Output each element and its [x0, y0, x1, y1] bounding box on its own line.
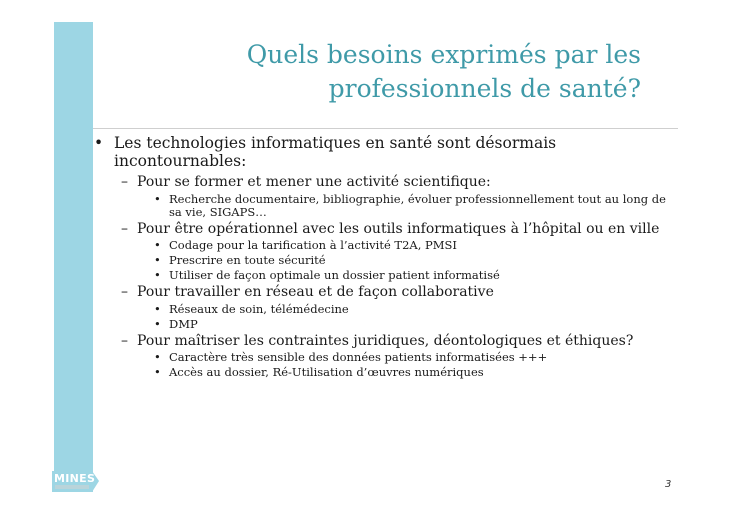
logo-text: MINES [54, 472, 96, 485]
bullet-level-3 [94, 303, 674, 316]
bullet-level-3 [94, 318, 674, 331]
sidebar-accent-bar [54, 22, 96, 492]
slide-title-line-1: Quels besoins exprimés par les [246, 40, 641, 69]
bullet-text: Réseaux de soin, télémédecine [169, 301, 349, 316]
title-divider [93, 128, 678, 129]
bullet-text: Codage pour la tarification à l’activité T2A, PMSI [169, 238, 457, 252]
bullet-level-3 [94, 269, 674, 282]
page-number: 3 [665, 479, 672, 490]
bullet-text: Caractère très sensible des données patients informatisées +++ [169, 350, 548, 364]
dash-marker: – [121, 332, 128, 349]
slide-body [94, 134, 674, 381]
bullet-level-3 [94, 366, 674, 379]
bullet-text: Pour travailler en réseau et de façon collaborative [137, 284, 494, 300]
bullet-marker: • [154, 268, 161, 282]
bullet-marker: • [94, 134, 104, 152]
dash-marker: – [121, 284, 128, 300]
bullet-level-3 [94, 193, 674, 219]
bullet-text: Prescrire en toute sécurité [169, 253, 326, 267]
bullet-level-1 [94, 134, 674, 170]
bullet-level-3 [94, 254, 674, 267]
bullet-marker: • [154, 253, 161, 267]
bullet-text: Pour maîtriser les contraintes juridiques, déontologiques et éthiques? [137, 332, 634, 349]
bullet-text: Pour se former et mener une activité scientifique: [137, 174, 491, 190]
bullet-marker: • [154, 316, 161, 331]
slide-title [121, 38, 641, 106]
bullet-marker: • [154, 301, 161, 316]
mines-logo [52, 471, 100, 492]
bullet-text: Recherche documentaire, bibliographie, évoluer professionnellement tout au long de sa vie, SIGAPS… [169, 191, 666, 219]
bullet-level-2 [94, 221, 674, 238]
bullet-marker: • [154, 238, 161, 252]
bullet-level-2 [94, 284, 674, 301]
bullet-marker: • [154, 191, 161, 206]
bullet-level-3 [94, 351, 674, 364]
slide-title-line-2: professionnels de santé? [328, 74, 641, 103]
bullet-text: Pour être opérationnel avec les outils informatiques à l’hôpital ou en ville [137, 220, 660, 237]
bullet-level-2 [94, 333, 674, 350]
bullet-text: Les technologies informatiques en santé sont désormais incontournables: [114, 134, 557, 170]
logo-subtitle-band [55, 485, 89, 489]
bullet-text: Utiliser de façon optimale un dossier patient informatisé [169, 268, 500, 282]
bullet-level-3 [94, 239, 674, 252]
bullet-text: DMP [169, 316, 198, 331]
dash-marker: – [121, 220, 128, 237]
bullet-level-2 [94, 174, 674, 191]
bullet-marker: • [154, 350, 161, 364]
bullet-text: Accès au dossier, Ré-Utilisation d’œuvres numériques [169, 365, 484, 379]
bullet-marker: • [154, 365, 161, 379]
dash-marker: – [121, 174, 128, 190]
